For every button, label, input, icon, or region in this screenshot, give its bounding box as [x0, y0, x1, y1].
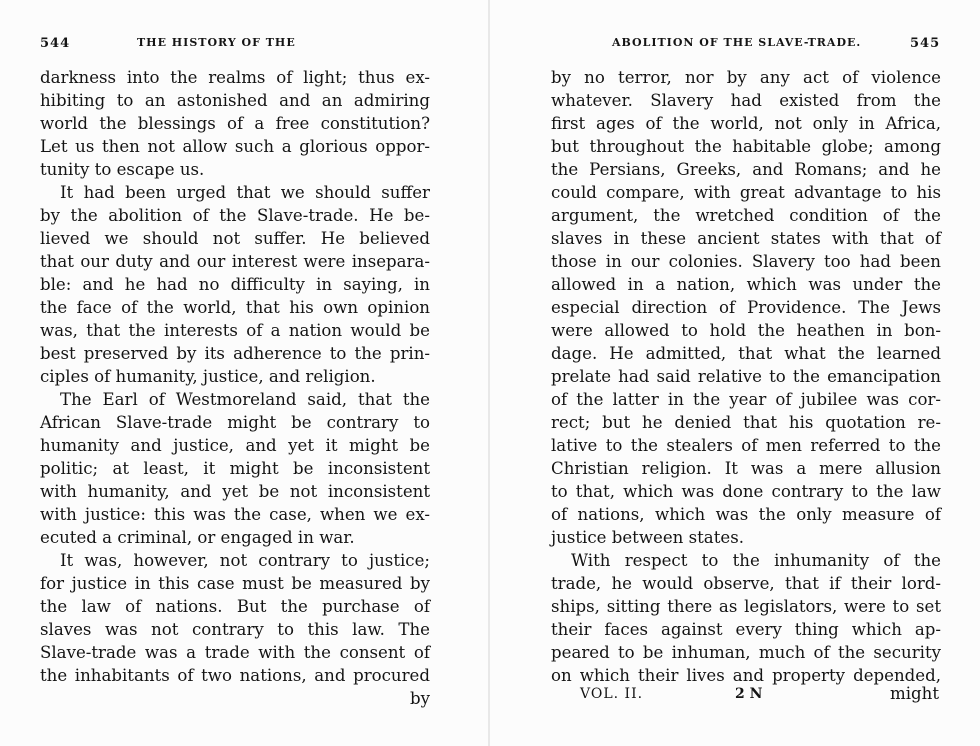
text-line: with humanity, and yet be not inconsistent — [40, 482, 430, 501]
text-line: for justice in this case must be measured by — [40, 574, 430, 593]
text-line: It was, however, not contrary to justice; — [60, 551, 430, 570]
text-line: to that, which was done contrary to the law — [551, 482, 941, 501]
text-line: ships, sitting there as legislators, were to set — [551, 597, 941, 616]
catchword: might — [890, 684, 940, 703]
text-line: humanity and justice, and yet it might be — [40, 436, 430, 455]
text-line: by the abolition of the Slave-trade. He be- — [40, 206, 430, 225]
text-line: African Slave-trade might be contrary to — [40, 413, 430, 432]
text-line: slaves in these ancient states with that of — [551, 229, 941, 248]
text-line: the Persians, Greeks, and Romans; and he — [551, 160, 941, 179]
text-line: With respect to the inhumanity of the — [571, 551, 941, 570]
text-line: on which their lives and property depended, — [551, 666, 941, 685]
text-line: Slave-trade was a trade with the consent of — [40, 643, 430, 662]
left-body-text — [40, 66, 430, 710]
right-page — [490, 0, 980, 746]
left-page-number: 544 — [40, 36, 71, 51]
text-line: could compare, with great advantage to his — [551, 183, 941, 202]
text-line: were allowed to hold the heathen in bon- — [551, 321, 941, 340]
text-line: dage. He admitted, that what the learned — [551, 344, 941, 363]
text-line: ble: and he had no difficulty in saying, in — [40, 275, 430, 294]
text-line: world the blessings of a free constitution? — [40, 114, 430, 133]
text-line: justice between states. — [551, 528, 744, 547]
text-line: rect; but he denied that his quotation re- — [551, 413, 941, 432]
text-line: by no terror, nor by any act of violence — [551, 68, 941, 87]
text-line: was, that the interests of a nation would be — [40, 321, 430, 340]
text-line: peared to be inhuman, much of the security — [551, 643, 941, 662]
text-line: first ages of the world, not only in Africa, — [551, 114, 941, 133]
text-line: The Earl of Westmoreland said, that the — [60, 390, 430, 409]
text-line: of the latter in the year of jubilee was cor- — [551, 390, 941, 409]
text-line: tunity to escape us. — [40, 160, 205, 179]
right-page-number: 545 — [910, 36, 941, 51]
text-line: their faces against every thing which ap- — [551, 620, 941, 639]
volume-mark: VOL. II. — [580, 686, 644, 702]
right-body-text — [551, 66, 941, 687]
text-line: that our duty and our interest were insepara- — [40, 252, 430, 271]
text-line: hibiting to an astonished and an admiring — [40, 91, 430, 110]
text-line: whatever. Slavery had existed from the — [551, 91, 941, 110]
text-line: the face of the world, that his own opinion — [40, 298, 430, 317]
text-line: argument, the wretched condition of the — [551, 206, 941, 225]
text-line: the law of nations. But the purchase of — [40, 597, 430, 616]
text-line: those in our colonies. Slavery too had been — [551, 252, 941, 271]
text-line: allowed in a nation, which was under the — [551, 275, 941, 294]
text-line: It had been urged that we should suffer — [60, 183, 430, 202]
text-line: slaves was not contrary to this law. The — [40, 620, 430, 639]
text-line: Let us then not allow such a glorious oppor- — [40, 137, 430, 156]
text-line: trade, he would observe, that if their lord- — [551, 574, 941, 593]
right-running-head: ABOLITION OF THE SLAVE-TRADE. — [612, 36, 862, 49]
text-line: with justice: this was the case, when we ex- — [40, 505, 430, 524]
text-line: darkness into the realms of light; thus ex- — [40, 68, 430, 87]
text-line: Christian religion. It was a mere allusion — [551, 459, 941, 478]
text-line: prelate had said relative to the emancipation — [551, 367, 941, 386]
left-running-head: THE HISTORY OF THE — [137, 36, 296, 49]
text-line: lieved we should not suffer. He believed — [40, 229, 430, 248]
text-line: but throughout the habitable globe; among — [551, 137, 941, 156]
text-line: by — [410, 689, 430, 708]
text-line: ecuted a criminal, or engaged in war. — [40, 528, 355, 547]
text-line: ciples of humanity, justice, and religion. — [40, 367, 376, 386]
text-line: especial direction of Providence. The Jews — [551, 298, 941, 317]
text-line: politic; at least, it might be inconsistent — [40, 459, 430, 478]
text-line: best preserved by its adherence to the prin- — [40, 344, 430, 363]
text-line: the inhabitants of two nations, and procured — [40, 666, 430, 685]
signature-mark: 2 N — [735, 686, 763, 702]
text-line: of nations, which was the only measure of — [551, 505, 941, 524]
text-line: lative to the stealers of men referred to the — [551, 436, 941, 455]
